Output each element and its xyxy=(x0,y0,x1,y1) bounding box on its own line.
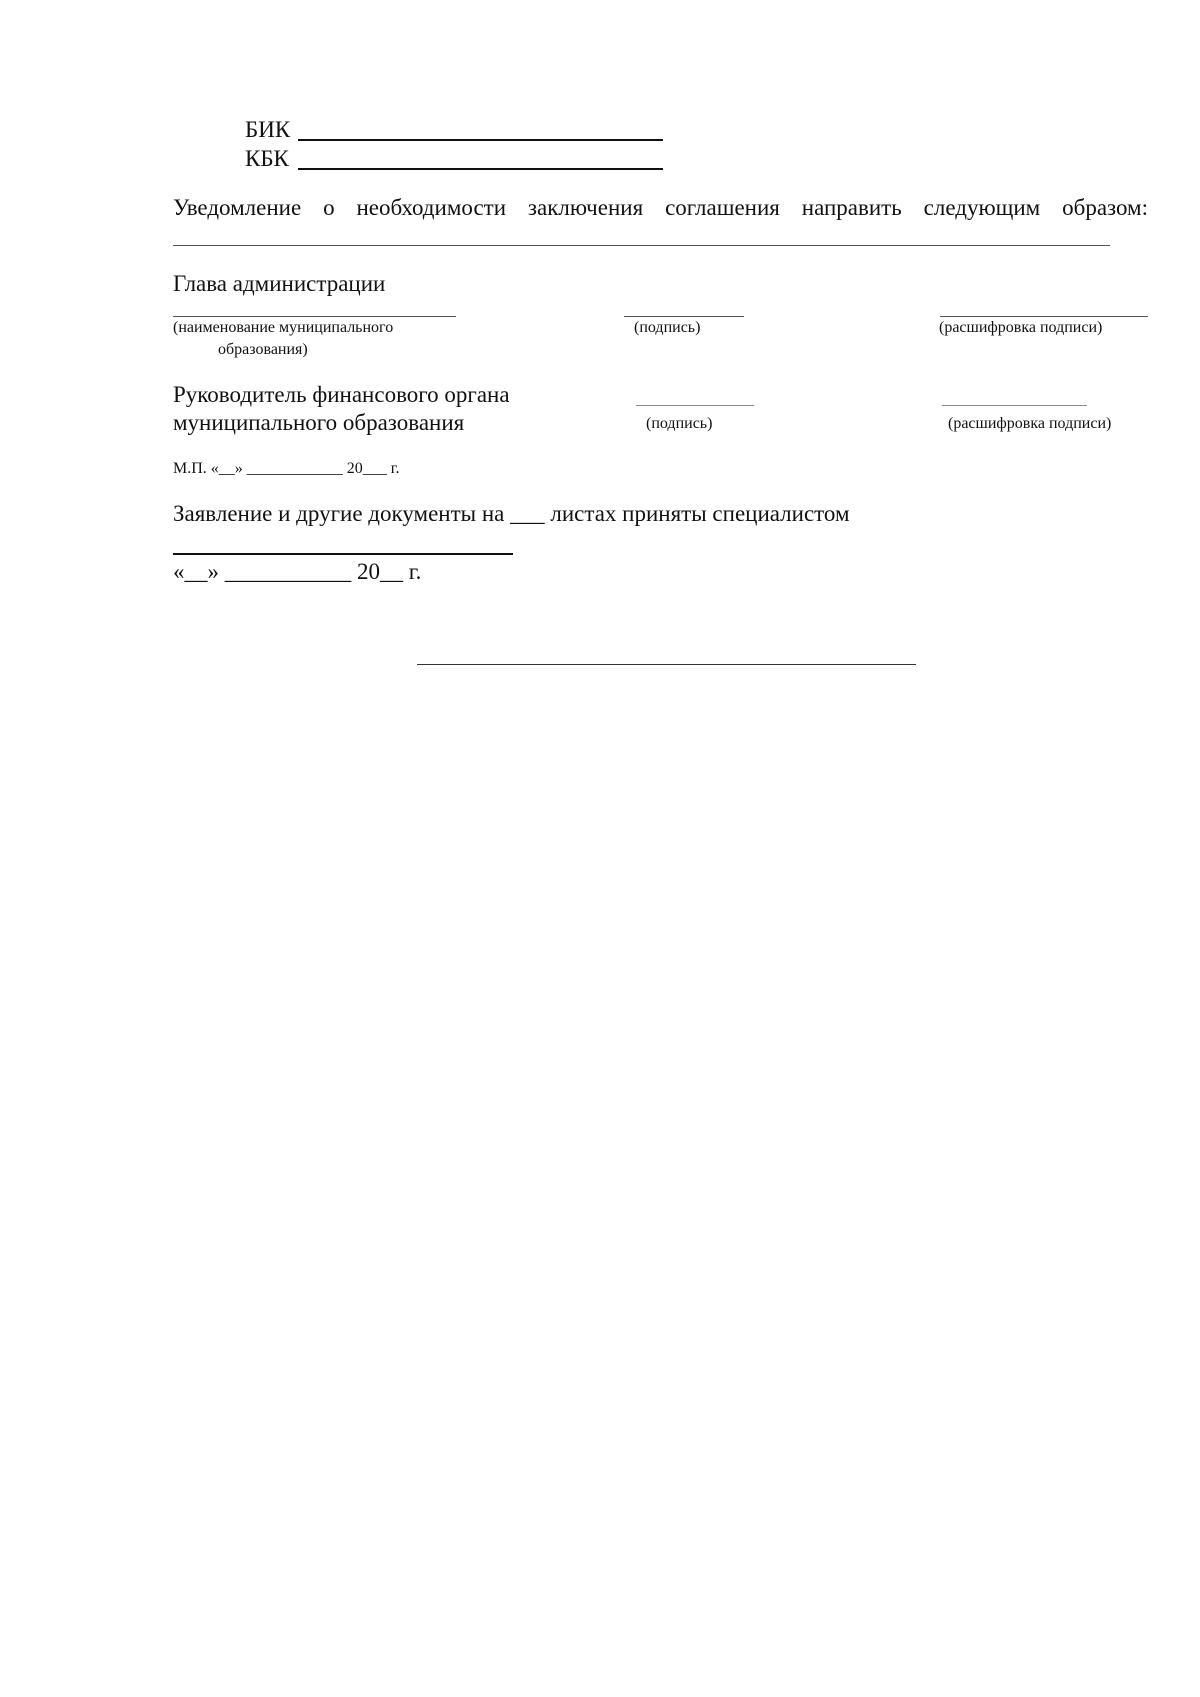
municipality-caption-line2: образования) xyxy=(218,341,308,358)
finance-decoding-caption: (расшифровка подписи) xyxy=(948,415,1112,432)
acceptance-date: «__» ___________ 20__ г. xyxy=(173,559,422,584)
municipality-caption-line1: (наименование муниципального xyxy=(173,319,394,336)
municipality-field-line[interactable] xyxy=(173,316,456,317)
head-decoding-caption: (расшифровка подписи) xyxy=(939,319,1103,336)
finance-signature-caption: (подпись) xyxy=(646,415,713,432)
stamp-date-line: М.П. «__» ____________ 20___ г. xyxy=(173,460,400,477)
kbk-label: КБК xyxy=(245,146,289,171)
specialist-field-line[interactable] xyxy=(173,553,513,555)
finance-signature-line[interactable] xyxy=(636,405,754,406)
acceptance-text: Заявление и другие документы на ___ листах приняты специалистом xyxy=(173,501,850,526)
head-signature-line[interactable] xyxy=(624,316,744,317)
notification-text: Уведомление о необходимости заключения соглашения направить следующим образом: xyxy=(173,195,1148,220)
bik-label: БИК xyxy=(245,117,291,142)
head-signature-caption: (подпись) xyxy=(634,319,701,336)
notification-field-line[interactable] xyxy=(173,245,1110,246)
finance-decoding-line[interactable] xyxy=(942,405,1087,406)
closing-separator xyxy=(417,664,916,665)
finance-title-line2: муниципального образования xyxy=(173,410,465,435)
head-decoding-line[interactable] xyxy=(940,316,1148,317)
finance-title-line1: Руководитель финансового органа xyxy=(173,382,510,407)
bik-field-line[interactable] xyxy=(298,139,663,141)
kbk-field-line[interactable] xyxy=(298,168,663,170)
head-title: Глава администрации xyxy=(173,271,386,296)
